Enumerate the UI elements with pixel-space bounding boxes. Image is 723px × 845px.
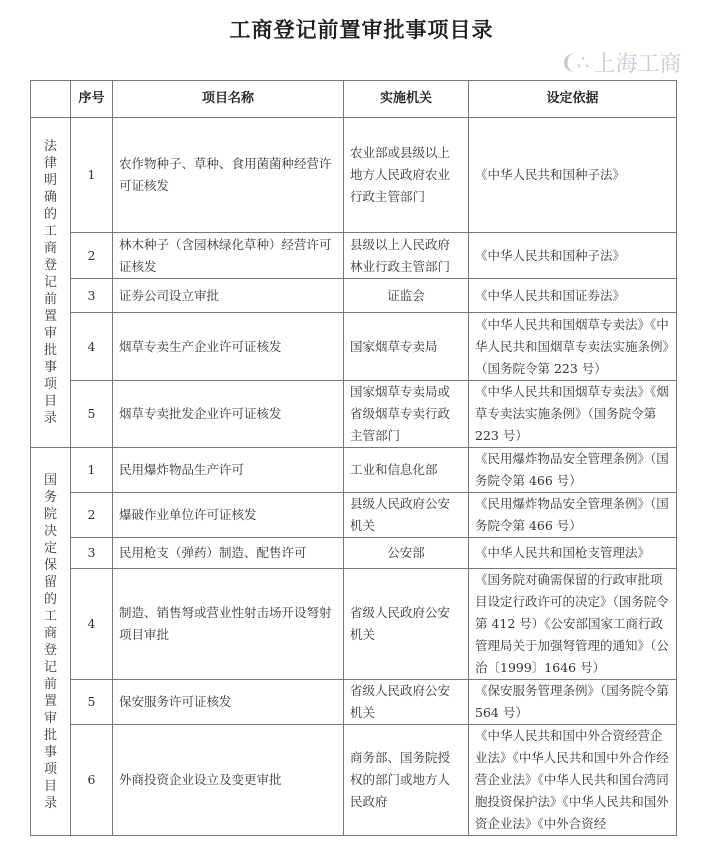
- cell-basis: 《民用爆炸物品安全管理条例》（国务院令第 466 号）: [469, 448, 677, 493]
- cell-agency: 商务部、国务院授权的部门或地方人民政府: [344, 725, 469, 836]
- cell-no: 3: [71, 538, 113, 569]
- cell-no: 5: [71, 680, 113, 725]
- table-header-row: [31, 81, 677, 118]
- header-basis: 设定依据: [469, 81, 677, 118]
- header-section: [31, 81, 71, 118]
- cell-basis: 《中华人民共和国证券法》: [469, 279, 677, 313]
- section-label-text: 国务院决定保留的工商登记前置审批事项目录: [43, 472, 57, 811]
- table-row: [31, 725, 677, 836]
- table-row: [31, 118, 677, 233]
- table-row: [31, 233, 677, 279]
- table-row: [31, 569, 677, 680]
- cell-no: 4: [71, 313, 113, 381]
- section-label: [31, 118, 71, 448]
- table-row: [31, 313, 677, 381]
- cell-basis: 《民用爆炸物品安全管理条例》（国务院令第 466 号）: [469, 493, 677, 538]
- cell-name: 烟草专卖批发企业许可证核发: [113, 381, 344, 448]
- cell-no: 5: [71, 381, 113, 448]
- table-row: [31, 448, 677, 493]
- cell-no: 1: [71, 118, 113, 233]
- cell-basis: 《中华人民共和国中外合资经营企业法》《中华人民共和国中外合作经营企业法》《中华人民共和国台湾同胞投资保护法》《中华人民共和国外资企业法》《中外合资经: [469, 725, 677, 836]
- cell-basis: 《中华人民共和国种子法》: [469, 233, 677, 279]
- section-label: [31, 448, 71, 836]
- cell-name: 爆破作业单位许可证核发: [113, 493, 344, 538]
- cell-agency: 县级以上人民政府林业行政主管部门: [344, 233, 469, 279]
- table-row: [31, 538, 677, 569]
- header-agency: 实施机关: [344, 81, 469, 118]
- cell-name: 民用枪支（弹药）制造、配售许可: [113, 538, 344, 569]
- section-label-text: 法律明确的工商登记前置审批事项目录: [43, 139, 57, 426]
- header-name: 项目名称: [113, 81, 344, 118]
- cell-no: 4: [71, 569, 113, 680]
- cell-agency: 县级人民政府公安机关: [344, 493, 469, 538]
- table-row: [31, 279, 677, 313]
- cell-agency: 工业和信息化部: [344, 448, 469, 493]
- header-no: 序号: [71, 81, 113, 118]
- cell-name: 民用爆炸物品生产许可: [113, 448, 344, 493]
- cell-agency: 省级人民政府公安机关: [344, 680, 469, 725]
- cell-no: 2: [71, 493, 113, 538]
- watermark-group: [560, 48, 682, 76]
- cell-name: 林木种子（含园林绿化草种）经营许可证核发: [113, 233, 344, 279]
- cell-no: 6: [71, 725, 113, 836]
- cell-no: 2: [71, 233, 113, 279]
- cell-no: 3: [71, 279, 113, 313]
- cell-basis: 《中华人民共和国种子法》: [469, 118, 677, 233]
- cell-basis: 《保安服务管理条例》（国务院令第 564 号）: [469, 680, 677, 725]
- cell-name: 保安服务许可证核发: [113, 680, 344, 725]
- cell-agency: 证监会: [344, 279, 469, 313]
- cell-agency: 公安部: [344, 538, 469, 569]
- cell-agency: 省级人民政府公安机关: [344, 569, 469, 680]
- approval-items-table: [30, 80, 677, 836]
- cell-no: 1: [71, 448, 113, 493]
- cell-name: 证券公司设立审批: [113, 279, 344, 313]
- table-row: [31, 493, 677, 538]
- watermark: 上海工商: [593, 51, 682, 77]
- table-row: [31, 381, 677, 448]
- cell-name: 烟草专卖生产企业许可证核发: [113, 313, 344, 381]
- cell-agency: 国家烟草专卖局或省级烟草专卖行政主管部门: [344, 381, 469, 448]
- table-row: [31, 680, 677, 725]
- watermark-logo-icon: ❨∴: [560, 50, 590, 74]
- cell-basis: 《中华人民共和国枪支管理法》: [469, 538, 677, 569]
- cell-agency: 国家烟草专卖局: [344, 313, 469, 381]
- page-title: 工商登记前置审批事项目录: [229, 18, 494, 42]
- cell-name: 制造、销售弩或营业性射击场开设弩射项目审批: [113, 569, 344, 680]
- cell-name: 外商投资企业设立及变更审批: [113, 725, 344, 836]
- cell-agency: 农业部或县级以上地方人民政府农业行政主管部门: [344, 118, 469, 233]
- cell-basis: 《中华人民共和国烟草专卖法》《烟草专卖法实施条例》（国务院令第 223 号）: [469, 381, 677, 448]
- cell-basis: 《国务院对确需保留的行政审批项目设定行政许可的决定》（国务院令第 412 号）《公安部国家工商行政管理局关于加强弩管理的通知》（公治〔1999〕1646 号）: [469, 569, 677, 680]
- cell-name: 农作物种子、草种、食用菌菌种经营许可证核发: [113, 118, 344, 233]
- cell-basis: 《中华人民共和国烟草专卖法》《中华人民共和国烟草专卖法实施条例》（国务院令第 223 号）: [469, 313, 677, 381]
